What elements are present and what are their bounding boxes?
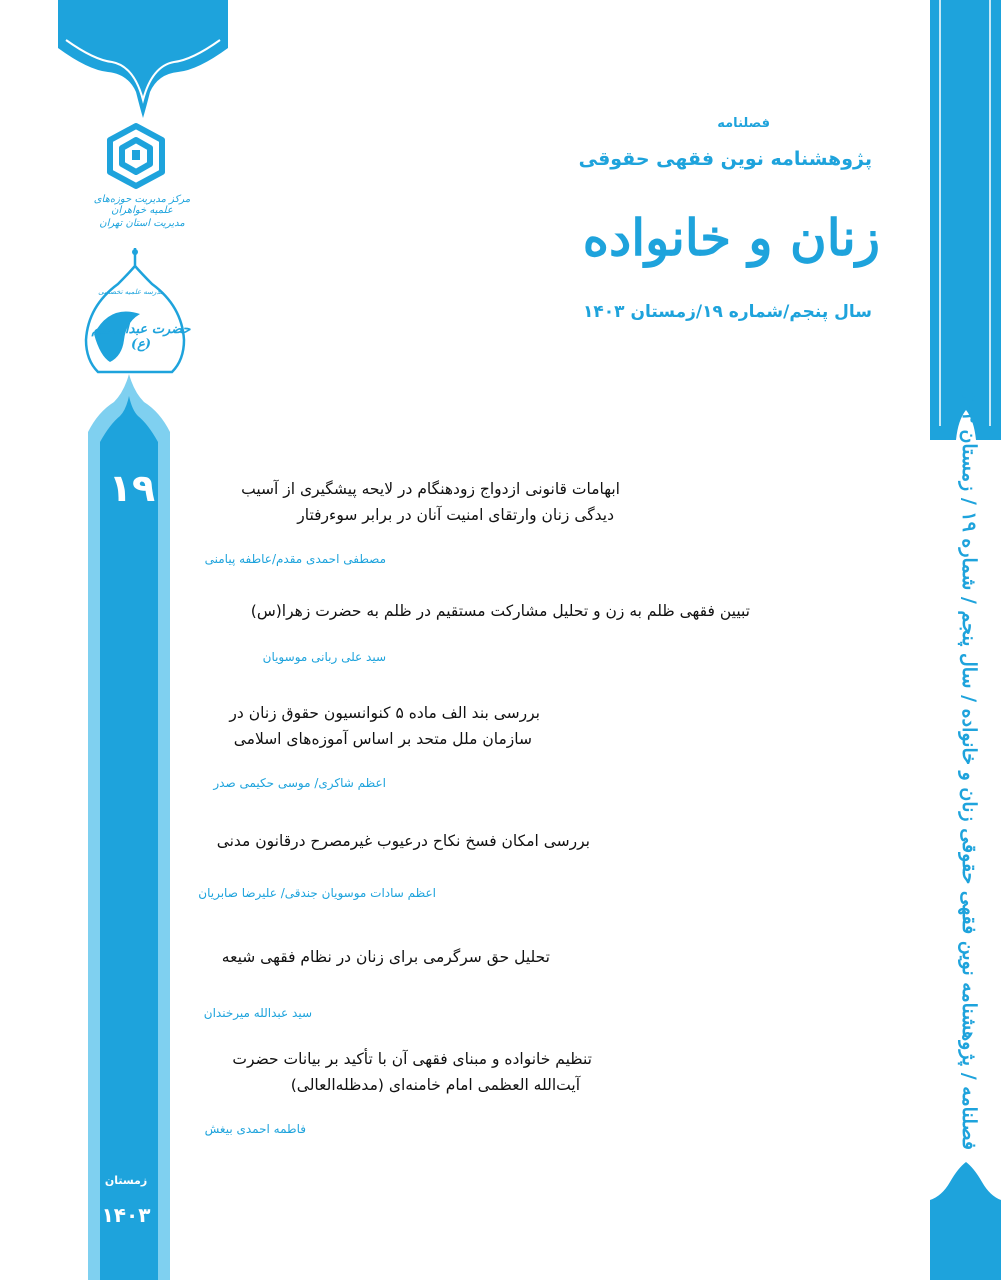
- shrine-caption-small: مدرسه علمیه تخصصی: [98, 288, 164, 296]
- toc-title-6-line-1: تنظیم خانواده و مبنای فقهی آن با تأکید بر بیانات حضرت: [232, 1050, 592, 1068]
- masthead-subtitle: پژوهشنامه نوین فقهی حقوقی: [578, 148, 872, 170]
- toc-title-6-line-2: آیت‌الله العظمی امام خامنه‌ای (مدظله‌العالی): [290, 1076, 580, 1094]
- toc-title-6: [120, 1046, 592, 1098]
- spine-title: فصلنامه / پژوهشنامه نوین فقهی حقوقی زنان و خانواده / سال پنجم / شماره ۱۹ / زمستان ۱۴۰۳: [958, 382, 980, 1150]
- toc-title-1-line-2: دیدگی زنان وارتقای امنیت آنان در برابر سوءرفتار: [297, 506, 614, 524]
- top-arch-ornament: [58, 0, 228, 120]
- band-year: ۱۴۰۳: [101, 1203, 151, 1227]
- toc-title-4-line-1: بررسی امکان فسخ نکاح درعیوب غیرمصرح درقانون مدنی: [216, 832, 590, 850]
- toc-title-2-line-1: تبیین فقهی ظلم به زن و تحلیل مشارکت مستقیم در ظلم به حضرت زهرا(س): [250, 602, 750, 620]
- toc-title-3: [100, 700, 540, 752]
- spine-band-top: [930, 0, 1001, 440]
- dome-outline: [86, 248, 184, 372]
- toc-title-5: [120, 944, 550, 970]
- band-season: زمستان: [104, 1174, 148, 1187]
- toc-title-2: [190, 598, 750, 624]
- toc-title-1-line-1: ابهامات قانونی ازدواج زودهنگام در لایحه پیشگیری از آسیب: [241, 480, 620, 498]
- toc-author-2: سید علی ربانی موسویان: [262, 650, 386, 664]
- shrine-caption-large: حضرت عبدالعظیم (ع): [91, 322, 191, 352]
- toc-title-3-line-2: سازمان ملل متحد بر اساس آموزه‌های اسلامی: [233, 730, 532, 748]
- seminary-logo-icon: [104, 122, 168, 192]
- shrine-dome-icon: [70, 244, 200, 378]
- masthead-issue-line: سال پنجم/شماره ۱۹/زمستان ۱۴۰۳: [583, 302, 872, 322]
- issue-number: ۱۹: [108, 466, 156, 510]
- spine-bottom-shape: [930, 1162, 1001, 1280]
- seminary-logo-caption-2: مدیریت استان تهران: [99, 218, 185, 229]
- toc-author-3: اعظم شاکری/ موسی حکیمی صدر: [213, 776, 386, 790]
- toc-author-6: فاطمه احمدی بیغش: [204, 1122, 306, 1136]
- toc-author-5: سید عبدالله میرخندان: [203, 1006, 312, 1020]
- toc-title-3-line-1: بررسی بند الف ماده ۵ کنوانسیون حقوق زنان در: [229, 704, 540, 722]
- toc-title-1: [180, 476, 620, 528]
- toc-author-1: مصطفی احمدی مقدم/عاطفه پیامنی: [204, 552, 386, 566]
- toc-title-4: [120, 828, 590, 854]
- spine-band-bottom: [930, 1160, 1001, 1280]
- toc-author-4: اعظم سادات موسویان جندقی/ علیرضا صابریان: [198, 886, 436, 900]
- masthead-title: زنان و خانواده: [582, 208, 880, 267]
- toc-title-5-line-1: تحلیل حق سرگرمی برای زنان در نظام فقهی شیعه: [221, 948, 550, 966]
- seminary-logo-caption-1: مرکز مدیریت حوزه‌های علمیه خواهران: [93, 194, 191, 216]
- masthead-label: فصلنامه: [717, 116, 770, 131]
